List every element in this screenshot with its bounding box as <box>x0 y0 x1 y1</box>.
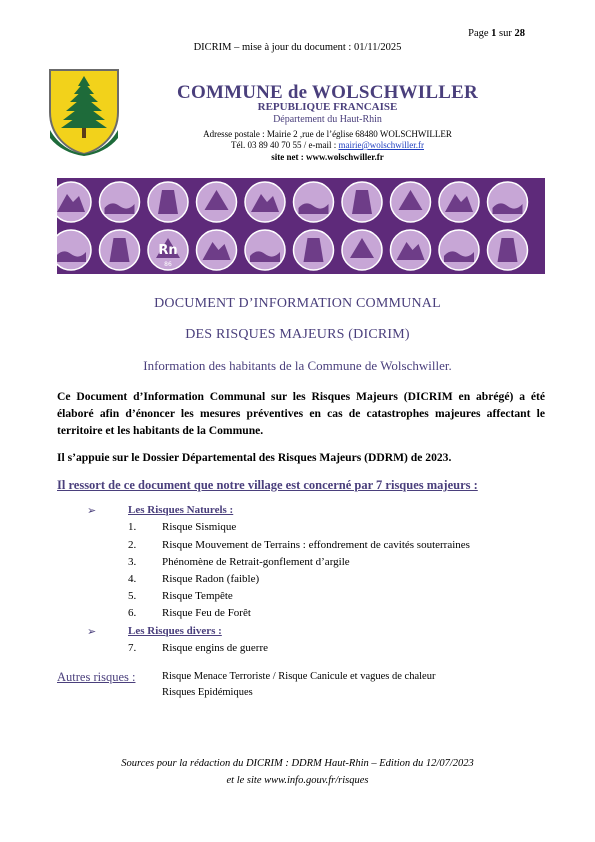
risk-number: 6. <box>128 607 137 619</box>
document-title-line2: DES RISQUES MAJEURS (DICRIM) <box>185 327 410 342</box>
postal-address: Adresse postale : Mairie 2 ,rue de l’église 68480 WOLSCHWILLER <box>203 129 452 139</box>
risk-item: Risque Tempête <box>162 590 233 602</box>
tsunami-icon <box>294 230 334 270</box>
fire-icon <box>391 182 431 222</box>
flood-icon <box>100 182 140 222</box>
bullet-arrow-icon: ➢ <box>87 626 97 638</box>
risk-item: Risque Radon (faible) <box>162 573 260 585</box>
ground-collapse-icon <box>57 230 91 270</box>
website-line: site net : www.wolschwiller.fr <box>271 152 384 162</box>
risk-icons-banner <box>57 178 545 274</box>
commune-crest-logo <box>48 68 120 156</box>
other-risks-label: Autres risques : <box>57 670 136 684</box>
coast-icon <box>197 230 237 270</box>
volcano-icon <box>57 182 91 222</box>
republic-label: REPUBLIQUE FRANCAISE <box>257 101 398 113</box>
other-risks-line1: Risque Menace Terroriste / Risque Canicule et vagues de chaleur <box>162 671 436 682</box>
other-risks-line2: Risques Epidémiques <box>162 687 253 698</box>
page-number: Page 1 sur 28 <box>468 28 525 39</box>
document-title-line1: DOCUMENT D’INFORMATION COMMUNAL <box>154 296 441 311</box>
risk-number: 7. <box>128 642 137 654</box>
dam-icon <box>342 182 382 222</box>
storm-icon <box>245 182 285 222</box>
info-subtitle: Information des habitants de la Commune de Wolschwiller. <box>143 358 452 373</box>
risk-item: Risque Feu de Forêt <box>162 607 251 619</box>
cyclone-icon <box>294 182 334 222</box>
risk-item: Risque Mouvement de Terrains : effondrement de cavités souterraines <box>162 539 470 551</box>
rockfall-icon <box>342 230 382 270</box>
risk-number: 3. <box>128 556 137 568</box>
contact-line <box>160 140 495 150</box>
natural-risks-heading: Les Risques Naturels : <box>128 504 234 516</box>
transport-icon <box>488 230 528 270</box>
radon-atomic-number: 86 <box>164 261 172 268</box>
update-line: DICRIM – mise à jour du document : 01/11/2025 <box>193 42 402 53</box>
intro-paragraph: Ce Document d’Information Communal sur les Risques Majeurs (DICRIM en abrégé) a été élaboré afin d’énoncer les mesures préventives en cas de catastrophes majeures affectant le territoire et les habitants de la Commune. <box>57 390 545 437</box>
risk-item: Risque Sismique <box>162 521 237 533</box>
bullet-arrow-icon: ➢ <box>87 505 97 517</box>
fire-icon <box>439 182 479 222</box>
risk-number: 1. <box>128 521 137 533</box>
radon-symbol: Rn <box>158 243 178 258</box>
email-link[interactable]: mairie@wolschwiller.fr <box>338 140 424 150</box>
risk-number: 5. <box>128 590 137 602</box>
sources-line1: Sources pour la rédaction du DICRIM : DDRM Haut-Rhin – Edition du 12/07/2023 <box>121 758 474 769</box>
sources-line2: et le site www.info.gouv.fr/risques <box>226 775 369 786</box>
intro-paragraph-ddrm: Il s’appuie sur le Dossier Départemental des Risques Majeurs (DDRM) de 2023. <box>57 451 452 464</box>
department-label: Département du Haut-Rhin <box>273 114 382 125</box>
nuclear-icon <box>439 230 479 270</box>
risk-number: 2. <box>128 539 137 551</box>
avalanche-icon <box>197 182 237 222</box>
commune-name: COMMUNE de WOLSCHWILLER <box>177 82 478 103</box>
earthquake-icon <box>488 182 528 222</box>
industrial-icon <box>391 230 431 270</box>
seismic-wave-icon <box>245 230 285 270</box>
risk-item: Risque engins de guerre <box>162 642 268 654</box>
submersion-icon <box>100 230 140 270</box>
other-risks-heading: Les Risques divers : <box>128 625 222 637</box>
risks-summary-line: Il ressort de ce document que notre village est concerné par 7 risques majeurs : <box>57 478 478 492</box>
risk-number: 4. <box>128 573 137 585</box>
landslide-icon <box>148 182 188 222</box>
phone-text: Tél. 03 89 40 70 55 / e-mail : <box>231 140 339 150</box>
risk-item: Phénomène de Retrait-gonflement d’argile <box>162 556 350 568</box>
